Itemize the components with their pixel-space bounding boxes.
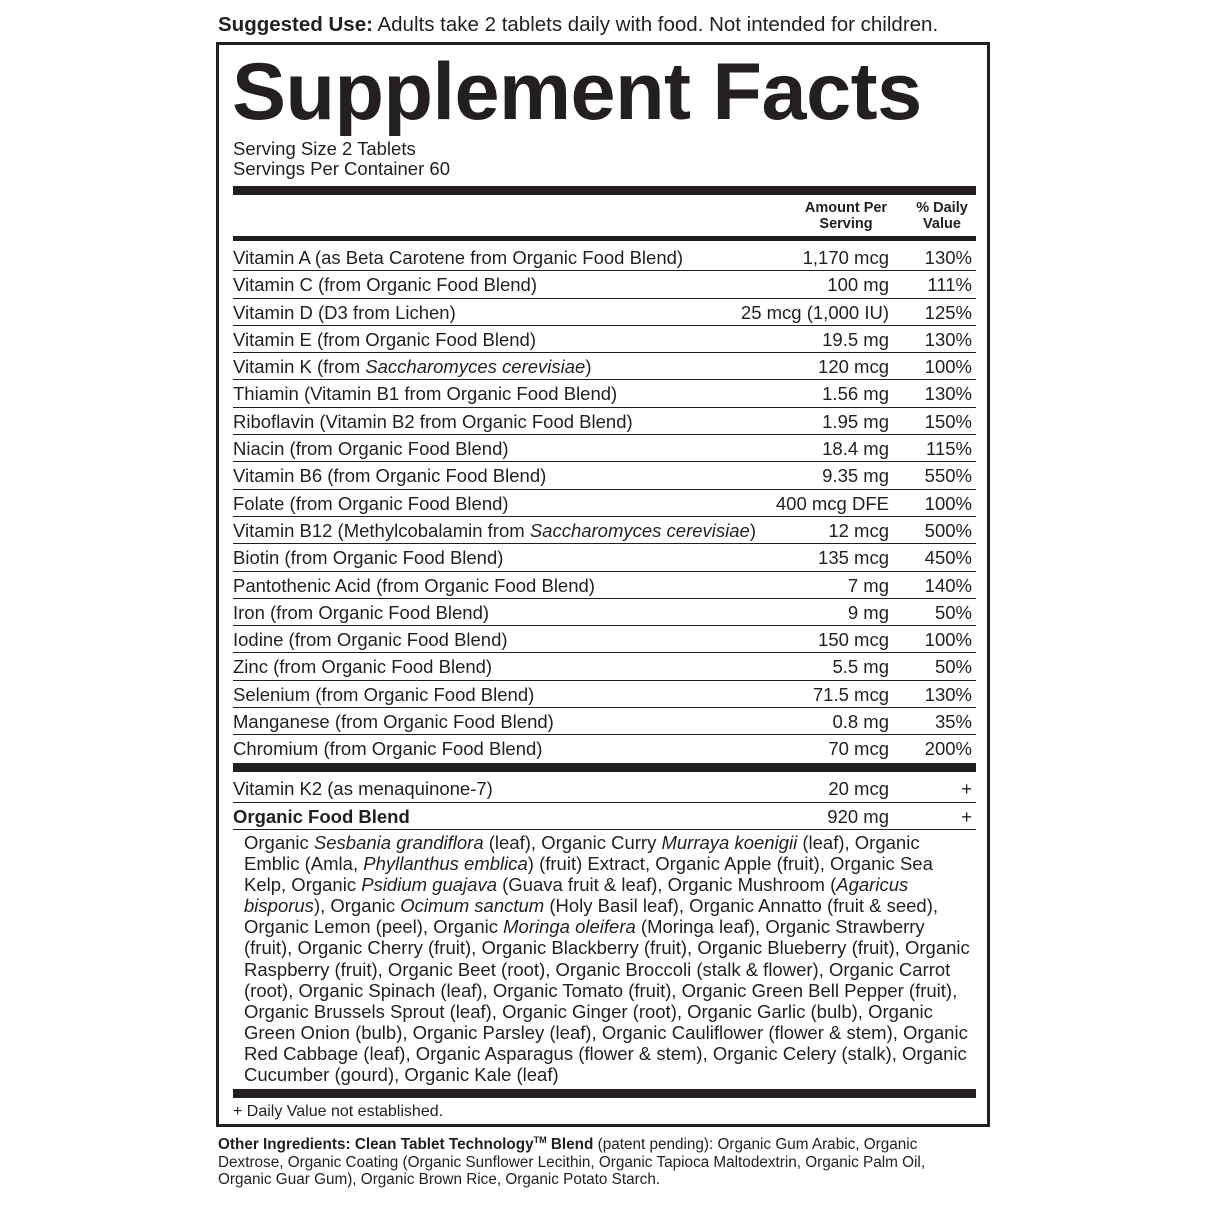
nutrient-row: [233, 517, 976, 544]
nutrient-name: [233, 353, 591, 380]
nutrient-row: [233, 572, 976, 599]
column-header-amount-line2: Serving: [819, 216, 873, 232]
nutrient-name: Selenium (from Organic Food Blend): [233, 683, 535, 705]
nutrient-amount: 1.56 mg: [822, 383, 889, 405]
suggested-use-label: Suggested Use:: [218, 13, 373, 36]
nutrient-amount: 71.5 mcg: [812, 683, 889, 705]
blend-botanical-name: Murraya koenigii: [661, 832, 798, 853]
nutrient-daily-value: 130%: [924, 683, 972, 705]
column-header-dv-line2: Value: [923, 216, 961, 232]
blend-text-segment: (leaf), Organic Emblic (Amla,: [244, 832, 920, 875]
nutrient-table: [233, 244, 976, 763]
nutrient-daily-value: 550%: [924, 465, 972, 487]
suggested-use-text: Adults take 2 tablets daily with food. Not intended for children.: [372, 13, 939, 36]
nutrient-daily-value: 100%: [924, 629, 972, 651]
nutrient-daily-value: 125%: [924, 301, 972, 323]
nutrient-daily-value: 130%: [924, 328, 972, 350]
nutrient-name: Iodine (from Organic Food Blend): [233, 629, 508, 651]
other-nutrient-daily-value: +: [961, 805, 972, 827]
supplement-facts-panel: [216, 42, 990, 1127]
nutrient-name-italic: Saccharomyces cerevisiae: [365, 356, 586, 378]
blend-botanical-name: Ocimum sanctum: [400, 895, 545, 917]
blend-botanical-name: Agaricus bisporus: [244, 874, 909, 917]
nutrient-daily-value: 115%: [926, 438, 972, 460]
nutrient-name: Vitamin C (from Organic Food Blend): [233, 274, 537, 296]
servings-per-container: Servings Per Container 60: [233, 158, 450, 179]
nutrient-row: [233, 380, 976, 407]
serving-info: [233, 139, 450, 179]
blend-botanical-name: Sesbania grandiflora: [313, 832, 484, 853]
nutrient-amount: 135 mcg: [818, 547, 889, 569]
nutrient-name-part: ): [749, 519, 757, 541]
nutrient-name: Iron (from Organic Food Blend): [233, 601, 490, 623]
blend-botanical-name: Moringa oleifera: [503, 916, 636, 938]
nutrient-row: [233, 735, 976, 762]
nutrient-amount: 0.8 mg: [832, 711, 889, 733]
nutrient-row: [233, 490, 976, 517]
nutrient-row: [233, 462, 976, 489]
nutrient-name-italic: Saccharomyces cerevisiae: [529, 519, 750, 541]
blend-text-segment: (Guava fruit & leaf), Organic Mushroom (: [496, 874, 837, 896]
nutrient-amount: 18.4 mg: [822, 438, 889, 460]
other-nutrient-daily-value: +: [961, 778, 972, 799]
nutrient-row: [233, 244, 976, 271]
nutrient-amount: 100 mg: [827, 274, 889, 296]
nutrient-row: [233, 681, 976, 708]
column-header-amount: [791, 200, 901, 232]
nutrient-amount: 12 mcg: [828, 519, 889, 541]
nutrient-row: [233, 653, 976, 680]
nutrient-row: [233, 544, 976, 571]
blend-text-segment: (leaf), Organic Curry: [483, 832, 662, 853]
nutrient-name: [233, 517, 756, 544]
nutrient-name: Chromium (from Organic Food Blend): [233, 738, 543, 760]
nutrient-row: [233, 299, 976, 326]
nutrient-row: [233, 271, 976, 298]
nutrient-daily-value: 100%: [924, 492, 972, 514]
blend-text-segment: (Moringa leaf), Organic Strawberry (fruit), Organic Cherry (fruit), Organic Blackberry (fruit), Organic Blueberry (fruit), Organic Raspberry (fruit), Organic Beet (root), Organic Broccoli (stalk & flower), Organic Carrot (root), Organic Spinach (leaf), Organic Tomato (fruit), Organic Green Bell Pepper (fruit), Organic Brussels Sprout (leaf), Organic Ginger (root), Organic Garlic (bulb), Organic Green Onion (bulb), Organic Parsley (leaf), Organic Cauliflower (flower & stem), Organic Red Cabbage (leaf), Organic Asparagus (flower & stem), Organic Celery (stalk), Organic Cucumber (gourd), Organic Kale (leaf): [244, 916, 970, 1086]
nutrient-row: [233, 708, 976, 735]
nutrient-name-part: ): [585, 356, 592, 378]
nutrient-name: Vitamin A (as Beta Carotene from Organic Food Blend): [233, 247, 684, 268]
blend-botanical-name: Phyllanthus emblica: [363, 853, 528, 875]
nutrient-row: [233, 326, 976, 353]
nutrient-amount: 70 mcg: [828, 738, 889, 760]
nutrient-daily-value: 50%: [934, 601, 972, 623]
other-ingredients-label-end: Blend: [546, 1136, 594, 1154]
blend-text-segment: Organic: [244, 832, 314, 853]
blend-text-segment: ) (fruit) Extract, Organic Apple (fruit), Organic Sea Kelp, Organic: [244, 853, 933, 896]
other-nutrient-row: [233, 775, 976, 803]
nutrient-amount: 9.35 mg: [822, 465, 889, 487]
nutrient-daily-value: 450%: [924, 547, 972, 569]
panel-title: Supplement Facts: [232, 47, 922, 137]
other-nutrient-amount: 20 mcg: [828, 778, 889, 799]
other-nutrient-table: [233, 775, 976, 830]
nutrient-daily-value: 200%: [924, 738, 972, 760]
nutrient-name: Vitamin E (from Organic Food Blend): [233, 328, 536, 350]
nutrient-daily-value: 130%: [924, 247, 972, 268]
nutrient-name: Vitamin B6 (from Organic Food Blend): [233, 465, 547, 487]
organic-food-blend-ingredients: [244, 832, 974, 1085]
nutrient-amount: 120 mcg: [818, 356, 889, 378]
blend-text-segment: (Holy Basil leaf), Organic Annatto (fruit & seed), Organic Lemon (peel), Organic: [244, 895, 939, 938]
thick-rule-bottom: [233, 1089, 976, 1098]
nutrient-name: Manganese (from Organic Food Blend): [233, 711, 554, 733]
nutrient-name: Thiamin (Vitamin B1 from Organic Food Blend): [233, 383, 618, 405]
other-ingredients-label-text: Other Ingredients: Clean Tablet Technology: [218, 1136, 534, 1154]
other-ingredients-text: (patent pending): Organic Gum Arabic, Organic Dextrose, Organic Coating (Organic Sunflower Lecithin, Organic Tapioca Maltodextrin, Organic Palm Oil, Organic Guar Gum), Organic Brown Rice, Organic Potato Starch.: [218, 1136, 926, 1189]
other-nutrient-row: [233, 803, 976, 831]
nutrient-name: Folate (from Organic Food Blend): [233, 492, 509, 514]
other-nutrient-name: Vitamin K2 (as menaquinone-7): [233, 778, 493, 799]
nutrient-amount: 1,170 mcg: [802, 247, 889, 268]
nutrient-name: Niacin (from Organic Food Blend): [233, 438, 509, 460]
nutrient-amount: 150 mcg: [818, 629, 889, 651]
nutrient-daily-value: 140%: [924, 574, 972, 596]
nutrient-daily-value: 35%: [934, 711, 972, 733]
nutrient-name: Pantothenic Acid (from Organic Food Blend): [233, 574, 595, 596]
trademark-mark: TM: [533, 1135, 547, 1145]
other-ingredients: [218, 1132, 978, 1189]
daily-value-footnote: + Daily Value not established.: [233, 1103, 444, 1120]
nutrient-amount: 1.95 mg: [822, 410, 889, 432]
nutrient-name-part: Vitamin B12 (Methylcobalamin from: [233, 519, 530, 541]
nutrient-daily-value: 150%: [924, 410, 972, 432]
nutrient-daily-value: 111%: [927, 274, 972, 296]
blend-text-segment: ), Organic: [313, 895, 401, 917]
other-ingredients-label: [218, 1136, 593, 1153]
nutrient-daily-value: 130%: [924, 383, 972, 405]
column-header-amount-line1: Amount Per: [804, 200, 888, 216]
nutrient-row: [233, 599, 976, 626]
nutrient-name: Zinc (from Organic Food Blend): [233, 656, 493, 678]
nutrient-row: [233, 626, 976, 653]
nutrient-amount: 19.5 mg: [822, 328, 889, 350]
nutrient-name-part: Vitamin K (from: [233, 356, 366, 378]
medium-rule-header: [233, 236, 976, 241]
suggested-use: [218, 10, 1198, 40]
nutrient-amount: 25 mcg (1,000 IU): [740, 301, 889, 323]
nutrient-row: [233, 435, 976, 462]
nutrient-daily-value: 100%: [924, 356, 972, 378]
nutrient-daily-value: 500%: [924, 519, 972, 541]
other-nutrient-name: Organic Food Blend: [233, 805, 410, 827]
serving-size: Serving Size 2 Tablets: [233, 138, 416, 159]
nutrient-daily-value: 50%: [934, 656, 972, 678]
thick-rule-top: [233, 186, 976, 195]
nutrient-name: Riboflavin (Vitamin B2 from Organic Food Blend): [233, 410, 633, 432]
nutrient-name: Biotin (from Organic Food Blend): [233, 547, 504, 569]
blend-botanical-name: Psidium guajava: [361, 874, 497, 896]
thick-rule-middle: [233, 763, 976, 772]
other-nutrient-amount: 920 mg: [827, 805, 889, 827]
nutrient-name: Vitamin D (D3 from Lichen): [233, 301, 456, 323]
column-header-daily-value: [907, 200, 977, 232]
nutrient-row: [233, 408, 976, 435]
nutrient-amount: 5.5 mg: [832, 656, 889, 678]
nutrient-row: [233, 353, 976, 380]
nutrient-amount: 9 mg: [847, 601, 889, 623]
column-header-dv-line1: % Daily: [916, 200, 968, 216]
nutrient-amount: 400 mcg DFE: [775, 492, 889, 514]
nutrient-amount: 7 mg: [847, 574, 889, 596]
